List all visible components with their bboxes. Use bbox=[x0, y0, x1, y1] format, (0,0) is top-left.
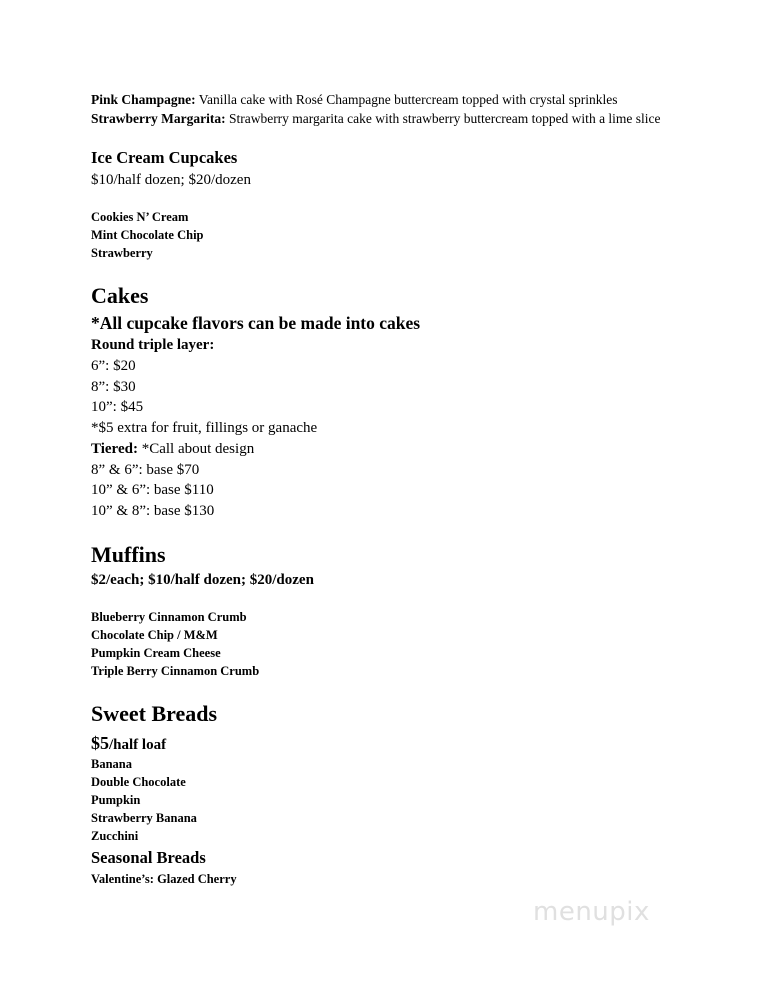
muffins-price: $2/each; $10/half dozen; $20/dozen bbox=[91, 572, 314, 588]
ice-cream-flavor: Mint Chocolate Chip bbox=[91, 228, 204, 242]
section-title-cakes: Cakes bbox=[91, 283, 149, 308]
item-description: Vanilla cake with Rosé Champagne buttercream topped with crystal sprinkles bbox=[195, 92, 618, 107]
tiered-line bbox=[91, 442, 254, 457]
section-title-seasonal-breads: Seasonal Breads bbox=[91, 848, 206, 867]
cakes-note: *All cupcake flavors can be made into cakes bbox=[91, 313, 421, 333]
tiered-note: *Call about design bbox=[137, 441, 255, 457]
menu-item-strawberry-margarita bbox=[91, 112, 661, 126]
round-layer-label: Round triple layer: bbox=[91, 337, 215, 353]
tiered-price: 10” & 6”: base $110 bbox=[91, 482, 214, 498]
item-name: Pink Champagne: bbox=[91, 92, 196, 107]
muffin-flavor: Blueberry Cinnamon Crumb bbox=[91, 610, 247, 624]
sweet-bread-flavor: Pumpkin bbox=[91, 793, 141, 807]
tiered-price: 8” & 6”: base $70 bbox=[91, 462, 200, 478]
round-price: 10”: $45 bbox=[91, 399, 144, 415]
muffin-flavor: Triple Berry Cinnamon Crumb bbox=[91, 664, 260, 678]
section-title-muffins: Muffins bbox=[91, 542, 166, 567]
menupix-watermark: menupix bbox=[533, 897, 650, 927]
round-price: 8”: $30 bbox=[91, 379, 136, 395]
item-description: Strawberry margarita cake with strawberry buttercream topped with a lime slice bbox=[225, 111, 661, 126]
muffin-flavor: Pumpkin Cream Cheese bbox=[91, 646, 221, 660]
muffin-flavor: Chocolate Chip / M&M bbox=[91, 628, 218, 642]
seasonal-item: Valentine’s: Glazed Cherry bbox=[91, 872, 237, 886]
ice-cream-flavor: Cookies N’ Cream bbox=[91, 210, 189, 224]
section-title-ice-cream-cupcakes: Ice Cream Cupcakes bbox=[91, 148, 238, 167]
item-name: Strawberry Margarita: bbox=[91, 111, 226, 126]
ice-cream-flavor: Strawberry bbox=[91, 246, 153, 260]
sweet-bread-flavor: Banana bbox=[91, 757, 132, 771]
price-unit: /half loaf bbox=[109, 737, 167, 753]
sweet-breads-price bbox=[91, 734, 166, 753]
cakes-extra-note: *$5 extra for fruit, fillings or ganache bbox=[91, 420, 318, 436]
sweet-bread-flavor: Double Chocolate bbox=[91, 775, 186, 789]
ice-cream-price: $10/half dozen; $20/dozen bbox=[91, 172, 251, 188]
tiered-label: Tiered: bbox=[91, 441, 138, 457]
menu-item-pink-champagne bbox=[91, 93, 618, 107]
sweet-bread-flavor: Strawberry Banana bbox=[91, 811, 197, 825]
round-price: 6”: $20 bbox=[91, 358, 136, 374]
price-amount: $5 bbox=[91, 733, 109, 753]
sweet-bread-flavor: Zucchini bbox=[91, 829, 139, 843]
tiered-price: 10” & 8”: base $130 bbox=[91, 503, 215, 519]
section-title-sweet-breads: Sweet Breads bbox=[91, 701, 218, 726]
